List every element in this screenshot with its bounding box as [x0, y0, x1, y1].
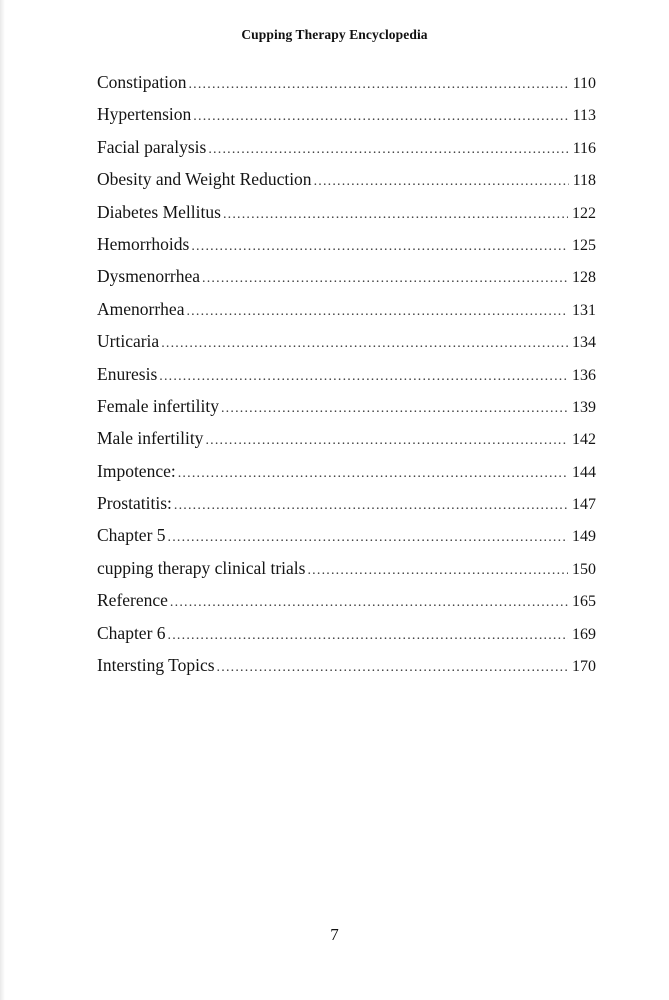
- toc-entry-page: 131: [572, 301, 596, 319]
- toc-entry-title: Amenorrhea: [97, 298, 185, 319]
- toc-entry-page: 170: [572, 658, 596, 676]
- toc-entry-page: 116: [572, 139, 596, 157]
- toc-entry: [97, 104, 596, 136]
- toc-entry-title: Male infertility: [97, 428, 204, 449]
- toc-entry-title: Intersting Topics: [97, 655, 215, 676]
- toc-entry: [97, 396, 596, 428]
- toc-dot-leader: [161, 337, 568, 351]
- toc-dot-leader: [314, 175, 569, 189]
- toc-dot-leader: [223, 208, 568, 222]
- toc-entry: [97, 72, 596, 104]
- toc-entry-title: Diabetes Mellitus: [97, 201, 221, 222]
- toc-dot-leader: [188, 78, 568, 92]
- toc-entry-page: 122: [572, 204, 596, 222]
- toc-entry: [97, 234, 596, 266]
- toc-entry-title: Facial paralysis: [97, 136, 207, 157]
- toc-entry-page: 134: [572, 334, 596, 352]
- toc-entry: [97, 623, 596, 655]
- toc-entry-page: 142: [572, 431, 596, 449]
- toc-entry-title: Prostatitis:: [97, 493, 172, 514]
- table-of-contents: [97, 72, 596, 687]
- toc-entry-title: Constipation: [97, 72, 187, 92]
- toc-dot-leader: [208, 143, 568, 157]
- toc-entry-page: 150: [572, 560, 596, 578]
- toc-entry: [97, 590, 596, 622]
- toc-entry-title: Urticaria: [97, 331, 160, 352]
- toc-entry: [97, 525, 596, 557]
- toc-entry-title: Dysmenorrhea: [97, 266, 201, 287]
- toc-entry-page: 139: [572, 398, 596, 416]
- toc-entry: [97, 364, 596, 396]
- toc-entry-title: Enuresis: [97, 363, 158, 384]
- toc-entry-title: Female infertility: [97, 395, 219, 416]
- toc-entry-title: Chapter 5: [97, 525, 166, 546]
- toc-dot-leader: [221, 402, 568, 416]
- toc-entry: [97, 137, 596, 169]
- toc-dot-leader: [193, 110, 568, 124]
- toc-dot-leader: [202, 272, 568, 286]
- toc-dot-leader: [159, 370, 568, 384]
- toc-entry-title: cupping therapy clinical trials: [97, 557, 306, 578]
- toc-entry-title: Impotence:: [97, 460, 176, 481]
- toc-dot-leader: [170, 596, 568, 610]
- toc-entry-title: Reference: [97, 590, 168, 611]
- toc-dot-leader: [168, 629, 568, 643]
- toc-entry: [97, 428, 596, 460]
- toc-entry-page: 149: [572, 528, 596, 546]
- toc-dot-leader: [191, 240, 568, 254]
- toc-entry: [97, 558, 596, 590]
- toc-entry: [97, 493, 596, 525]
- toc-entry: [97, 655, 596, 687]
- toc-entry-page: 147: [572, 496, 596, 514]
- toc-entry-title: Obesity and Weight Reduction: [97, 169, 312, 190]
- page-edge-shadow: [0, 0, 5, 1000]
- toc-dot-leader: [174, 499, 568, 513]
- toc-entry: [97, 169, 596, 201]
- toc-entry-title: Chapter 6: [97, 622, 166, 643]
- page-number: 7: [330, 925, 339, 944]
- toc-entry-page: 113: [572, 107, 596, 125]
- toc-dot-leader: [168, 531, 568, 545]
- toc-entry-page: 128: [572, 269, 596, 287]
- toc-entry: [97, 331, 596, 363]
- toc-entry-title: Hypertension: [97, 104, 192, 125]
- toc-dot-leader: [186, 305, 568, 319]
- toc-entry-page: 125: [572, 236, 596, 254]
- toc-entry-page: 136: [572, 366, 596, 384]
- toc-entry: [97, 202, 596, 234]
- toc-entry: [97, 266, 596, 298]
- toc-dot-leader: [217, 661, 568, 675]
- toc-dot-leader: [307, 564, 568, 578]
- toc-entry-page: 118: [572, 172, 596, 190]
- running-header: Cupping Therapy Encyclopedia: [241, 27, 428, 42]
- toc-dot-leader: [178, 467, 568, 481]
- toc-dot-leader: [205, 434, 568, 448]
- toc-entry-page: 110: [572, 75, 596, 92]
- toc-entry-title: Hemorrhoids: [97, 233, 190, 254]
- toc-entry: [97, 299, 596, 331]
- toc-entry-page: 165: [572, 593, 596, 611]
- toc-entry-page: 169: [572, 625, 596, 643]
- toc-entry-page: 144: [572, 463, 596, 481]
- toc-entry: [97, 461, 596, 493]
